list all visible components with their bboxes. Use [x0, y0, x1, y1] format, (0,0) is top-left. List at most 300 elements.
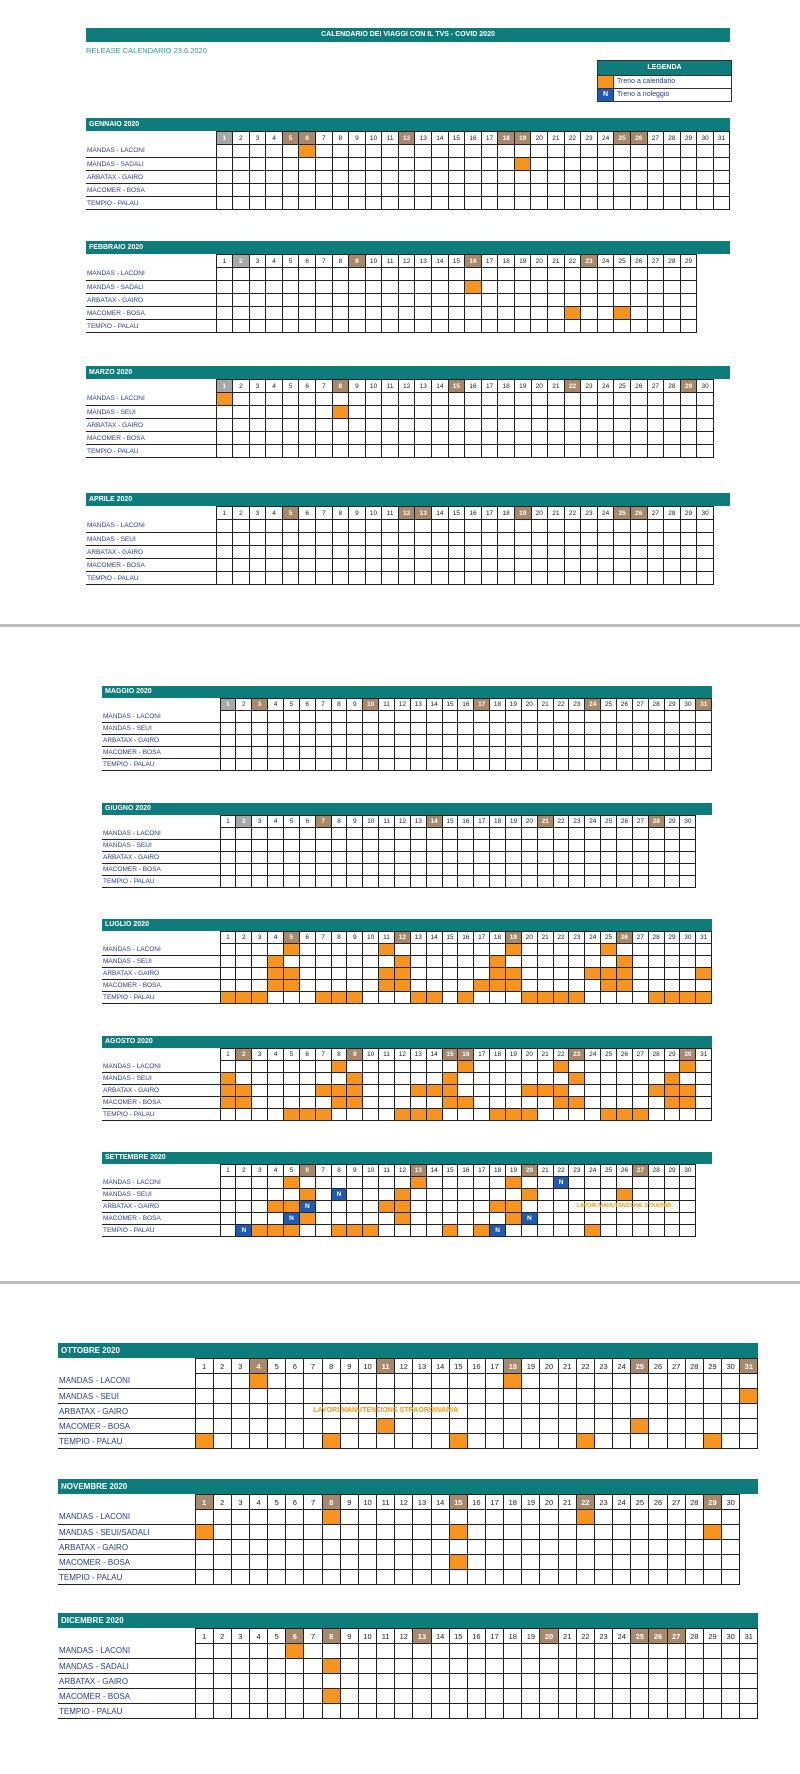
day-header: 28: [648, 1165, 664, 1177]
day-cell: [233, 445, 250, 458]
day-cell: [283, 759, 299, 771]
day-cell: [413, 1644, 431, 1659]
day-cell: [569, 968, 585, 980]
day-cell: [531, 393, 548, 406]
day-cell: [569, 864, 585, 876]
day-cell: [490, 828, 506, 840]
day-cell: [431, 1419, 449, 1434]
day-cell: [266, 294, 283, 307]
day-cell: [680, 393, 697, 406]
day-cell: [486, 1689, 504, 1704]
day-header: 2: [233, 507, 250, 520]
day-cell: [410, 1201, 426, 1213]
day-cell: [664, 1225, 680, 1237]
scheduled-train-cell: [395, 1189, 411, 1201]
day-cell: [667, 1689, 685, 1704]
day-cell: [426, 735, 442, 747]
day-header: 1: [220, 816, 236, 828]
day-cell: [216, 294, 233, 307]
day-cell: [216, 572, 233, 585]
day-cell: [664, 393, 681, 406]
month-title: GENNAIO 2020: [86, 118, 730, 131]
day-cell: [664, 268, 681, 281]
day-cell: [322, 1540, 340, 1555]
day-header: 5: [282, 132, 299, 145]
empty-cell: [696, 1213, 712, 1225]
empty-cell: [740, 1555, 758, 1570]
day-cell: [268, 1419, 286, 1434]
day-cell: [363, 1189, 379, 1201]
day-header: 14: [426, 1049, 442, 1061]
day-cell: [432, 559, 449, 572]
day-cell: [680, 559, 697, 572]
day-cell: [522, 1540, 540, 1555]
day-cell: [410, 759, 426, 771]
scheduled-train-cell: [521, 1085, 537, 1097]
day-cell: [363, 852, 379, 864]
day-cell: [685, 1689, 703, 1704]
day-cell: [382, 520, 399, 533]
day-cell: [569, 735, 585, 747]
day-cell: [413, 1674, 431, 1689]
day-cell: [449, 1570, 467, 1585]
day-cell: [630, 432, 647, 445]
day-cell: [213, 1704, 231, 1719]
day-header: 9: [349, 507, 366, 520]
day-cell: [540, 1570, 558, 1585]
day-cell: [332, 184, 349, 197]
day-cell: [249, 1419, 267, 1434]
day-header: 3: [252, 699, 268, 711]
day-cell: [349, 158, 366, 171]
month-calendar: [102, 803, 712, 888]
day-cell: [740, 1419, 758, 1434]
day-cell: [458, 944, 474, 956]
day-cell: [680, 307, 697, 320]
day-cell: [382, 268, 399, 281]
day-header: 3: [252, 932, 268, 944]
day-cell: [216, 533, 233, 546]
day-cell: [431, 1525, 449, 1540]
day-header: 23: [569, 932, 585, 944]
scheduled-train-cell: [442, 1085, 458, 1097]
day-cell: [442, 1189, 458, 1201]
day-cell: [649, 1674, 667, 1689]
day-header: 26: [630, 380, 647, 393]
day-cell: [252, 1177, 268, 1189]
day-cell: [286, 1374, 304, 1389]
day-cell: [410, 735, 426, 747]
route-label: MANDAS - SEUI/SADALI: [58, 1525, 195, 1540]
day-cell: [614, 184, 631, 197]
day-cell: [498, 197, 515, 210]
day-cell: [613, 1644, 631, 1659]
route-row: [86, 158, 730, 171]
empty-cell: [697, 307, 714, 320]
day-cell: [474, 828, 490, 840]
day-header: 18: [498, 507, 515, 520]
day-cell: [696, 944, 712, 956]
day-header: 29: [680, 380, 697, 393]
day-cell: [521, 747, 537, 759]
day-header: 15: [442, 1049, 458, 1061]
day-cell: [680, 197, 697, 210]
day-cell: [413, 1434, 431, 1449]
day-cell: [315, 145, 332, 158]
day-cell: [340, 1540, 358, 1555]
scheduled-train-cell: [410, 992, 426, 1004]
day-cell: [233, 145, 250, 158]
day-cell: [448, 559, 465, 572]
day-cell: [299, 1225, 315, 1237]
day-cell: [233, 197, 250, 210]
scheduled-train-cell: [284, 1177, 300, 1189]
day-header: 12: [395, 1359, 413, 1374]
day-cell: [531, 445, 548, 458]
day-cell: [415, 307, 432, 320]
day-header: 27: [632, 932, 648, 944]
day-cell: [632, 759, 648, 771]
day-cell: [597, 445, 614, 458]
day-header: 3: [249, 507, 266, 520]
route-row: [102, 956, 712, 968]
day-cell: [268, 1097, 284, 1109]
day-header: 29: [664, 1165, 680, 1177]
month-calendar: [102, 1036, 712, 1121]
day-cell: [213, 1404, 231, 1419]
day-cell: [363, 968, 379, 980]
day-cell: [474, 1109, 490, 1121]
day-cell: [266, 445, 283, 458]
day-cell: [286, 1689, 304, 1704]
day-cell: [648, 1061, 664, 1073]
day-cell: [358, 1374, 376, 1389]
day-header: 26: [617, 816, 633, 828]
day-header: 23: [569, 816, 585, 828]
scheduled-train-cell: [322, 1510, 340, 1525]
day-cell: [614, 158, 631, 171]
day-cell: [553, 828, 569, 840]
day-cell: [465, 197, 482, 210]
route-label: MACOMER - BOSA: [86, 432, 216, 445]
day-header: 24: [585, 699, 601, 711]
day-cell: [703, 1689, 721, 1704]
day-cell: [504, 1434, 522, 1449]
empty-cell: [713, 559, 730, 572]
day-cell: [195, 1659, 213, 1674]
day-cell: [481, 520, 498, 533]
day-cell: [349, 320, 366, 333]
scheduled-train-cell: [648, 1085, 664, 1097]
day-header: 6: [299, 932, 315, 944]
empty-cell: [696, 828, 712, 840]
day-header: 21: [558, 1359, 576, 1374]
day-cell: [365, 294, 382, 307]
route-row: [102, 1097, 712, 1109]
day-cell: [432, 419, 449, 432]
header-spacer: [86, 132, 216, 145]
day-cell: [268, 1061, 284, 1073]
header-spacer: [58, 1629, 195, 1644]
day-cell: [363, 944, 379, 956]
header-spacer: [58, 1359, 195, 1374]
day-cell: [537, 840, 553, 852]
scheduled-train-cell: [505, 968, 521, 980]
day-cell: [394, 747, 410, 759]
route-row: [58, 1674, 758, 1689]
day-cell: [664, 559, 681, 572]
day-cell: [540, 1374, 558, 1389]
route-label: TEMPIO - PALAU: [86, 445, 216, 458]
day-cell: [481, 393, 498, 406]
day-cell: [481, 158, 498, 171]
day-cell: [236, 968, 252, 980]
day-cell: [685, 1525, 703, 1540]
day-cell: [664, 145, 681, 158]
day-cell: [664, 747, 680, 759]
day-cell: [680, 171, 697, 184]
day-cell: [315, 864, 331, 876]
day-cell: [332, 572, 349, 585]
day-cell: [413, 1689, 431, 1704]
day-cell: [410, 747, 426, 759]
route-row: [58, 1510, 758, 1525]
scheduled-train-cell: [490, 956, 506, 968]
day-cell: [498, 572, 515, 585]
day-cell: [299, 1061, 315, 1073]
day-cell: [504, 1419, 522, 1434]
day-cell: [680, 1189, 696, 1201]
day-cell: [540, 1689, 558, 1704]
day-cell: [576, 1374, 594, 1389]
day-header: 1: [216, 132, 233, 145]
scheduled-train-cell: [315, 992, 331, 1004]
day-cell: [601, 1073, 617, 1085]
day-cell: [315, 840, 331, 852]
route-label: MANDAS - SADALI: [58, 1659, 195, 1674]
day-cell: [286, 1434, 304, 1449]
day-cell: [233, 320, 250, 333]
day-cell: [713, 145, 730, 158]
day-cell: [667, 1404, 685, 1419]
day-cell: [614, 294, 631, 307]
day-cell: [597, 533, 614, 546]
day-cell: [449, 1374, 467, 1389]
day-cell: [286, 1510, 304, 1525]
day-cell: [465, 572, 482, 585]
day-cell: [268, 1374, 286, 1389]
day-cell: [365, 533, 382, 546]
day-cell: [195, 1704, 213, 1719]
day-cell: [299, 158, 316, 171]
route-label: MACOMER - BOSA: [86, 307, 216, 320]
day-cell: [299, 1177, 315, 1189]
day-header: 30: [680, 699, 696, 711]
day-cell: [432, 171, 449, 184]
route-label: TEMPIO - PALAU: [86, 320, 216, 333]
day-cell: [522, 1644, 540, 1659]
day-cell: [398, 294, 415, 307]
day-cell: [379, 956, 395, 968]
day-cell: [299, 735, 315, 747]
day-cell: [465, 559, 482, 572]
day-cell: [649, 1644, 667, 1659]
day-cell: [299, 406, 316, 419]
day-cell: [537, 864, 553, 876]
day-cell: [249, 307, 266, 320]
day-cell: [667, 1434, 685, 1449]
day-cell: [379, 723, 395, 735]
day-cell: [474, 852, 490, 864]
day-cell: [585, 759, 601, 771]
day-cell: [647, 307, 664, 320]
day-header: 22: [564, 380, 581, 393]
day-cell: [632, 1061, 648, 1073]
day-cell: [697, 559, 714, 572]
day-cell: [442, 852, 458, 864]
day-header: 20: [521, 699, 537, 711]
scheduled-train-cell: [195, 1525, 213, 1540]
day-cell: [379, 876, 395, 888]
day-header: 19: [514, 255, 531, 268]
day-header: 15: [449, 1359, 467, 1374]
day-cell: [537, 828, 553, 840]
route-row: [102, 1085, 712, 1097]
day-cell: [331, 1073, 347, 1085]
scheduled-train-cell: [394, 1109, 410, 1121]
day-cell: [617, 1213, 633, 1225]
day-cell: [722, 1389, 740, 1404]
day-cell: [585, 956, 601, 968]
day-header: 8: [331, 1165, 347, 1177]
day-cell: [449, 1644, 467, 1659]
day-cell: [299, 1073, 315, 1085]
scheduled-train-cell: [458, 1097, 474, 1109]
day-cell: [315, 294, 332, 307]
day-cell: [490, 1177, 506, 1189]
day-header: 25: [601, 1165, 617, 1177]
day-header: 31: [696, 1049, 712, 1061]
day-cell: [413, 1525, 431, 1540]
day-header: 9: [340, 1629, 358, 1644]
day-header: 28: [648, 932, 664, 944]
day-cell: [632, 968, 648, 980]
day-cell: [647, 445, 664, 458]
day-cell: [465, 533, 482, 546]
day-cell: [553, 840, 569, 852]
scheduled-train-cell: [379, 944, 395, 956]
day-cell: [213, 1570, 231, 1585]
day-cell: [585, 723, 601, 735]
day-cell: [213, 1434, 231, 1449]
day-cell: [481, 320, 498, 333]
route-label: ARBATAX - GAIRO: [102, 968, 220, 980]
day-header: 28: [648, 699, 664, 711]
day-cell: [249, 184, 266, 197]
day-cell: [614, 559, 631, 572]
day-cell: [680, 546, 697, 559]
day-cell: [315, 968, 331, 980]
day-cell: [236, 1061, 252, 1073]
day-cell: [474, 1061, 490, 1073]
day-cell: [363, 1061, 379, 1073]
day-cell: [449, 1540, 467, 1555]
day-cell: [581, 145, 598, 158]
day-cell: [395, 1674, 413, 1689]
day-cell: [331, 968, 347, 980]
day-cell: [601, 828, 617, 840]
day-cell: [347, 711, 363, 723]
day-header: 28: [664, 132, 681, 145]
day-cell: [490, 1097, 506, 1109]
day-header: 9: [349, 380, 366, 393]
day-cell: [648, 1109, 664, 1121]
day-cell: [474, 1085, 490, 1097]
day-cell: [537, 980, 553, 992]
day-cell: [231, 1555, 249, 1570]
day-cell: [486, 1525, 504, 1540]
day-cell: [216, 307, 233, 320]
day-cell: [340, 1570, 358, 1585]
day-cell: [647, 197, 664, 210]
day-cell: [647, 559, 664, 572]
day-cell: [540, 1525, 558, 1540]
day-cell: [299, 1097, 315, 1109]
day-cell: [481, 419, 498, 432]
scheduled-train-cell: [490, 968, 506, 980]
day-cell: [597, 171, 614, 184]
scheduled-train-cell: [283, 1109, 299, 1121]
day-cell: [448, 281, 465, 294]
route-row: [102, 1189, 712, 1201]
route-label: TEMPIO - PALAU: [102, 1225, 220, 1237]
day-cell: [299, 393, 316, 406]
day-cell: [558, 1555, 576, 1570]
day-cell: [498, 406, 515, 419]
route-row: [102, 1061, 712, 1073]
day-cell: [415, 171, 432, 184]
day-cell: [647, 281, 664, 294]
day-cell: [315, 1201, 331, 1213]
day-header: 18: [504, 1359, 522, 1374]
day-cell: [394, 711, 410, 723]
day-cell: [613, 1570, 631, 1585]
day-cell: [680, 145, 697, 158]
day-cell: [498, 559, 515, 572]
day-cell: [268, 735, 284, 747]
day-cell: [594, 1704, 612, 1719]
day-cell: [442, 968, 458, 980]
day-cell: [481, 406, 498, 419]
day-cell: [382, 158, 399, 171]
scheduled-train-cell: [521, 1109, 537, 1121]
route-label: MACOMER - BOSA: [86, 184, 216, 197]
day-cell: [465, 268, 482, 281]
day-cell: [680, 828, 696, 840]
day-header: 18: [490, 1049, 506, 1061]
day-header: 27: [632, 1165, 648, 1177]
day-cell: [531, 307, 548, 320]
route-row: [102, 1109, 712, 1121]
day-cell: [394, 759, 410, 771]
day-cell: [553, 864, 569, 876]
month-grid: [86, 379, 730, 458]
legend-swatch-scheduled: [598, 76, 614, 88]
day-cell: [505, 1061, 521, 1073]
day-cell: [594, 1540, 612, 1555]
day-cell: [448, 533, 465, 546]
day-cell: [349, 546, 366, 559]
